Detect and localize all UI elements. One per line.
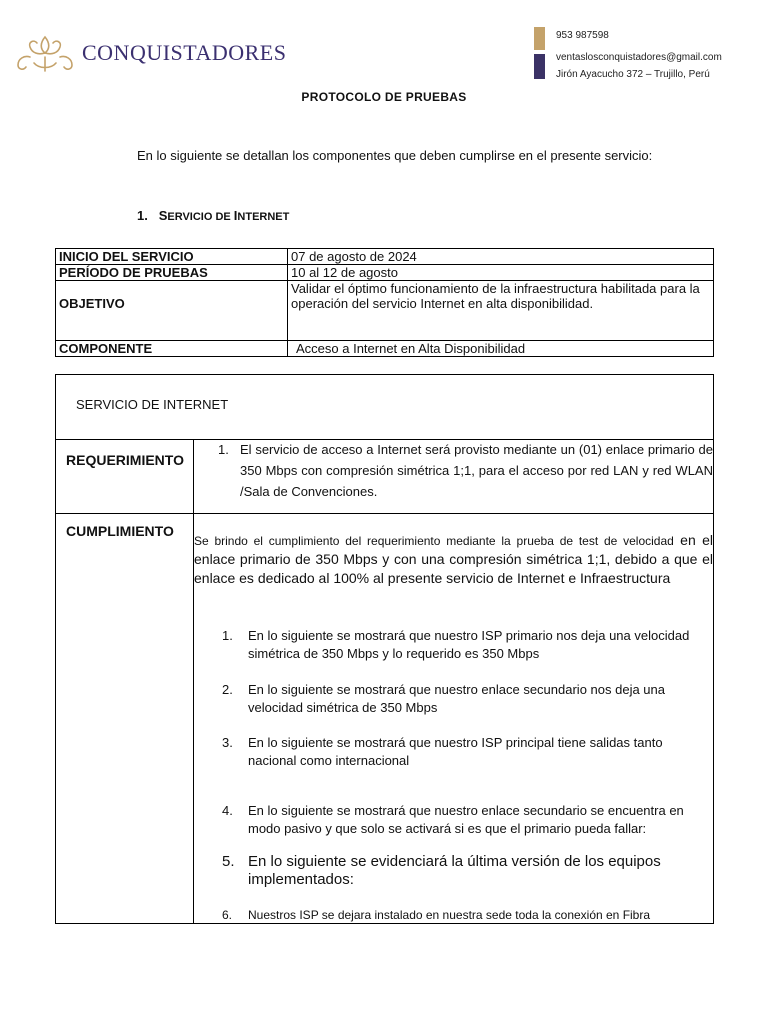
requirement-number: 1. [218, 442, 229, 457]
table-row [56, 341, 714, 357]
compliance-intro-a: Se brindo el cumplimiento del requerimiento mediante la prueba de test de velocidad [194, 534, 674, 548]
table-row [56, 281, 714, 341]
info-key: OBJETIVO [56, 281, 288, 341]
list-number: 4. [222, 803, 233, 818]
list-item [222, 802, 714, 838]
section-title-part: ERVICIO DE [167, 211, 234, 223]
list-item [222, 681, 714, 717]
info-key: COMPONENTE [56, 341, 288, 357]
requirement-text: El servicio de acceso a Internet será provisto mediante un (01) enlace primario de 350 Mbps con compresión simétrica 1;1, para el acceso por red LAN y red WLAN /Sala de Convenciones. [240, 442, 713, 499]
list-number: 6. [222, 908, 233, 922]
table-row [56, 249, 714, 265]
info-key: INICIO DEL SERVICIO [56, 249, 288, 265]
column-divider [193, 439, 194, 923]
contact-address: Jirón Ayacucho 372 – Trujillo, Perú [556, 69, 710, 80]
info-value: 10 al 12 de agosto [288, 265, 714, 281]
list-number: 2. [222, 682, 233, 697]
info-value: 07 de agosto de 2024 [288, 249, 714, 265]
service-table [55, 374, 714, 924]
row-divider [56, 513, 713, 514]
service-title: SERVICIO DE INTERNET [76, 397, 229, 412]
intro-paragraph: En lo siguiente se detallan los componentes que deben cumplirse en el presente servicio: [137, 148, 653, 163]
brand-name: CONQUISTADORES [82, 40, 287, 65]
compliance-label: CUMPLIMIENTO [66, 523, 174, 539]
info-value: Acceso a Internet en Alta Disponibilidad [288, 341, 714, 357]
info-table [55, 248, 714, 357]
list-text: En lo siguiente se mostrará que nuestro enlace secundario nos deja una velocidad simétrica de 350 Mbps [248, 682, 665, 715]
section-title-initial: I [233, 208, 238, 223]
info-key: PERÍODO DE PRUEBAS [56, 265, 288, 281]
table-row [56, 265, 714, 281]
requirement-item [206, 439, 713, 502]
requirement-label: REQUERIMIENTO [66, 452, 184, 468]
compliance-paragraph [194, 531, 713, 588]
contact-accent-bar-navy [534, 54, 545, 79]
section-title-initial: S [158, 208, 168, 223]
contact-email: ventaslosconquistadores@gmail.com [556, 52, 722, 63]
section-title-part: NTERNET [237, 211, 290, 223]
list-text: Nuestros ISP se dejara instalado en nuestra sede toda la conexión en Fibra [248, 908, 651, 922]
list-number: 1. [222, 628, 233, 643]
list-text: En lo siguiente se mostrará que nuestro ISP primario nos deja una velocidad simétrica de 350 Mbps y lo requerido es 350 Mbps [248, 628, 690, 661]
section-heading [137, 208, 289, 223]
info-value: Validar el óptimo funcionamiento de la infraestructura habilitada para la operación del servicio Internet en alta disponibilidad. [288, 281, 714, 341]
list-text: En lo siguiente se mostrará que nuestro ISP principal tiene salidas tanto nacional como internacional [248, 735, 663, 768]
contact-accent-bar-gold [534, 27, 545, 50]
list-number: 3. [222, 735, 233, 750]
ornament-crest-icon [14, 33, 76, 75]
list-number: 5. [222, 853, 235, 870]
contact-phone: 953 987598 [556, 30, 609, 41]
section-number: 1. [137, 208, 148, 223]
list-item [222, 853, 714, 889]
list-item [222, 906, 714, 924]
list-item [222, 734, 714, 770]
list-text: En lo siguiente se mostrará que nuestro enlace secundario se encuentra en modo pasivo y que solo se activará si es que el primario pueda fallar: [248, 803, 684, 836]
document-title: PROTOCOLO DE PRUEBAS [301, 90, 467, 104]
compliance-intro-b: en el enlace primario de 350 Mbps y con una compresión simétrica 1;1, debido a que el enlace es dedicado al 100% al presente servicio de Internet e Infraestructura [194, 532, 714, 586]
list-item [222, 627, 714, 663]
list-text: En lo siguiente se evidenciará la última versión de los equipos implementados: [248, 853, 661, 888]
